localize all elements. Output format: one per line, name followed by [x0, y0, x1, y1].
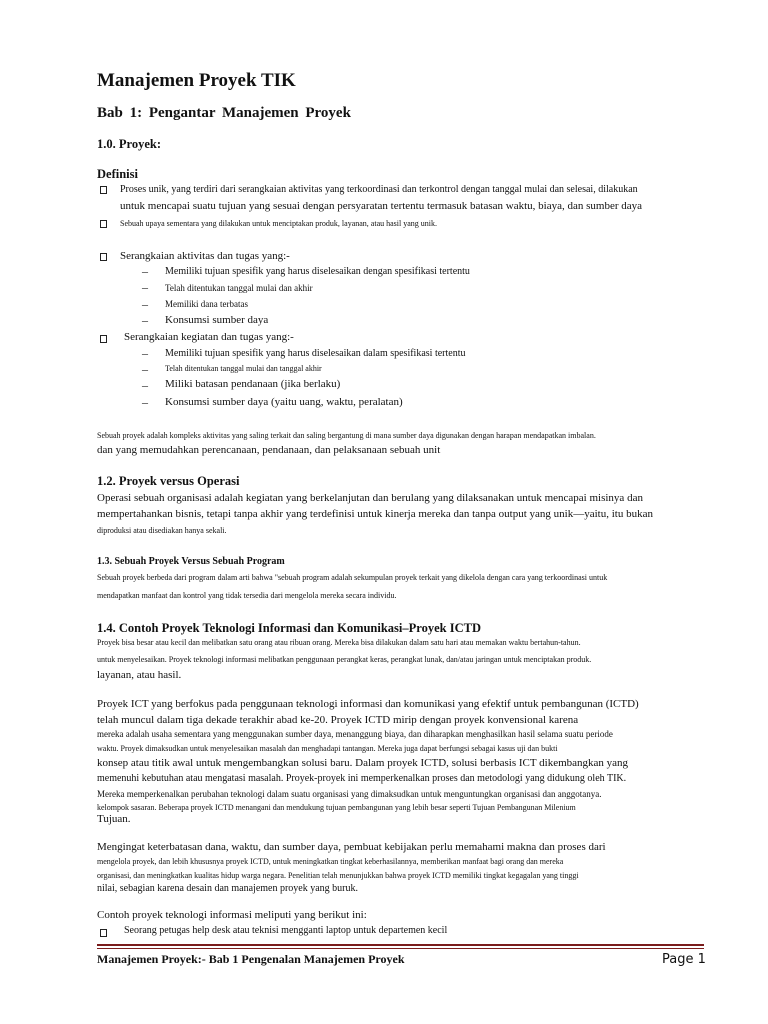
definition-heading: Definisi — [97, 167, 138, 181]
page-number: Page 1 — [662, 952, 706, 967]
dash-icon: – — [142, 313, 148, 327]
ictd-paragraph-2-line-5: konsep atau titik awal untuk mengembangkan solusi baru. Dalam proyek ICTD, solusi berbasis ICT dikembangkan yang — [97, 757, 629, 769]
dash-icon: – — [142, 395, 148, 409]
footer-rule — [97, 948, 704, 949]
operations-paragraph-line-3: diproduksi atau disediakan hanya sekali. — [97, 526, 227, 535]
footer-rule — [97, 944, 704, 946]
sub-item: Konsumsi sumber daya — [165, 314, 269, 326]
dash-icon: – — [142, 280, 148, 294]
definition-bullet-3: Serangkaian aktivitas dan tugas yang:- — [120, 250, 290, 262]
definition-bullet-1-line-1: Proses unik, yang terdiri dari serangkaian aktivitas yang terkoordinasi dan terkontrol dengan tanggal mulai dan selesai, dilakukan — [120, 184, 638, 195]
ictd-paragraph-1-line-1: Proyek bisa besar atau kecil dan melibatkan satu orang atau ribuan orang. Mereka bisa dilakukan dalam satu hari atau memakan waktu bertahun-tahun. — [97, 638, 581, 647]
operations-paragraph-line-2: mempertahankan bisnis, tetapi tanpa akhir yang terdefinisi untuk kinerja mereka dan tanpa output yang unik—yaitu, itu bukan — [97, 508, 653, 520]
section-heading-1-3: 1.3. Sebuah Proyek Versus Sebuah Program — [97, 556, 285, 567]
section-heading-1-0: 1.0. Proyek: — [97, 137, 161, 151]
sub-item: Memiliki dana terbatas — [165, 299, 248, 309]
ictd-paragraph-3-line-2: mengelola proyek, dan lebih khususnya proyek ICTD, untuk meningkatkan tingkat keberhasilannya, memberikan manfaat bagi orang dan mereka — [97, 857, 564, 866]
it-example-bullet-1: Seorang petugas help desk atau teknisi mengganti laptop untuk departemen kecil — [124, 925, 448, 936]
ictd-paragraph-2-line-4: waktu. Proyek dimaksudkan untuk menyelesaikan masalah dan menghadapi tantangan. Mereka juga dapat berfungsi sebagai kasus uji dan bukti — [97, 744, 558, 753]
operations-paragraph-line-1: Operasi sebuah organisasi adalah kegiatan yang berkelanjutan dan berulang yang dilaksanakan untuk mencapai misinya dan — [97, 492, 643, 504]
ictd-paragraph-3-line-4: nilai, sebagian karena desain dan manajemen proyek yang buruk. — [97, 883, 359, 894]
definition-bullet-2: Sebuah upaya sementara yang dilakukan untuk menciptakan produk, layanan, atau hasil yang unik. — [120, 219, 438, 228]
dash-icon: – — [142, 346, 148, 360]
project-paragraph-line-2: dan yang memudahkan perencanaan, pendanaan, dan pelaksanaan sebuah unit — [97, 444, 441, 456]
ictd-paragraph-3-line-3: organisasi, dan meningkatkan kualitas hidup warga negara. Penelitian telah menunjukkan bahwa proyek ICTD memiliki tingkat kegagalan yang tinggi — [97, 871, 579, 880]
ictd-paragraph-2-line-3: mereka adalah usaha sementara yang menggunakan sumber daya, menanggung biaya, dan diharapkan menghasilkan hasil selama suatu periode — [97, 729, 613, 739]
definition-bullet-1-line-2: untuk mencapai suatu tujuan yang sesuai dengan persyaratan tertentu termasuk batasan waktu, biaya, dan sumber daya — [120, 200, 643, 212]
sub-item: Memiliki tujuan spesifik yang harus diselesaikan dalam spesifikasi tertentu — [165, 348, 466, 359]
document-title: Manajemen Proyek TIK — [97, 70, 296, 91]
chapter-heading: Bab 1: Pengantar Manajemen Proyek — [97, 105, 351, 121]
definition-bullet-4: Serangkaian kegiatan dan tugas yang:- — [124, 331, 294, 343]
ictd-paragraph-2-line-2: telah muncul dalam tiga dekade terakhir abad ke-20. Proyek ICTD mirip dengan proyek konvensional karena — [97, 714, 579, 726]
ictd-paragraph-1-line-2: untuk menyelesaikan. Proyek teknologi informasi melibatkan penggunaan perangkat keras, perangkat lunak, dan/atau jaringan untuk menciptakan produk. — [97, 655, 592, 664]
checkbox-bullet-icon — [100, 335, 107, 343]
sub-item: Telah ditentukan tanggal mulai dan tanggal akhir — [165, 364, 322, 373]
ictd-paragraph-2-line-9: Tujuan. — [97, 813, 131, 825]
project-paragraph-line-1: Sebuah proyek adalah kompleks aktivitas yang saling terkait dan saling bergantung di mana sumber daya digunakan dengan harapan mendapatkan imbalan. — [97, 431, 596, 440]
checkbox-bullet-icon — [100, 929, 107, 937]
ictd-paragraph-2-line-1: Proyek ICT yang berfokus pada penggunaan teknologi informasi dan komunikasi yang efektif untuk pembangunan (ICTD) — [97, 698, 639, 710]
program-paragraph-line-2: mendapatkan manfaat dan kontrol yang tidak tersedia dari mengelola mereka secara individu. — [97, 591, 397, 600]
ictd-paragraph-3-line-1: Mengingat keterbatasan dana, waktu, dan sumber daya, pembuat kebijakan perlu memahami makna dan proses dari — [97, 841, 606, 853]
footer-title: Manajemen Proyek:- Bab 1 Pengenalan Manajemen Proyek — [97, 952, 405, 966]
checkbox-bullet-icon — [100, 253, 107, 261]
section-heading-1-2: 1.2. Proyek versus Operasi — [97, 474, 240, 488]
checkbox-bullet-icon — [100, 186, 107, 194]
dash-icon: – — [142, 378, 148, 392]
sub-item: Telah ditentukan tanggal mulai dan akhir — [165, 283, 313, 293]
dash-icon: – — [142, 362, 148, 376]
sub-item: Konsumsi sumber daya (yaitu uang, waktu, peralatan) — [165, 396, 403, 408]
ictd-paragraph-1-line-3: layanan, atau hasil. — [97, 669, 182, 681]
it-examples-intro: Contoh proyek teknologi informasi meliputi yang berikut ini: — [97, 909, 367, 921]
ictd-paragraph-2-line-8: kelompok sasaran. Beberapa proyek ICTD menangani dan mendukung tujuan pembangunan yang lebih besar seperti Tujuan Pembangunan Milenium — [97, 803, 576, 812]
checkbox-bullet-icon — [100, 220, 107, 228]
dash-icon: – — [142, 264, 148, 278]
sub-item: Miliki batasan pendanaan (jika berlaku) — [165, 378, 341, 390]
dash-icon: – — [142, 297, 148, 311]
ictd-paragraph-2-line-6: memenuhi kebutuhan atau mengatasi masalah. Proyek-proyek ini memperkenalkan proses dan metodologi yang didukung oleh TIK. — [97, 773, 627, 784]
program-paragraph-line-1: Sebuah proyek berbeda dari program dalam arti bahwa "sebuah program adalah sekumpulan proyek terkait yang dikelola dengan cara yang terkoordinasi untuk — [97, 573, 608, 582]
sub-item: Memiliki tujuan spesifik yang harus diselesaikan dengan spesifikasi tertentu — [165, 266, 470, 277]
section-heading-1-4: 1.4. Contoh Proyek Teknologi Informasi dan Komunikasi–Proyek ICTD — [97, 621, 481, 635]
ictd-paragraph-2-line-7: Mereka memperkenalkan perubahan teknologi dalam suatu organisasi yang dimaksudkan untuk menguntungkan organisasi dan anggotanya. — [97, 789, 602, 799]
